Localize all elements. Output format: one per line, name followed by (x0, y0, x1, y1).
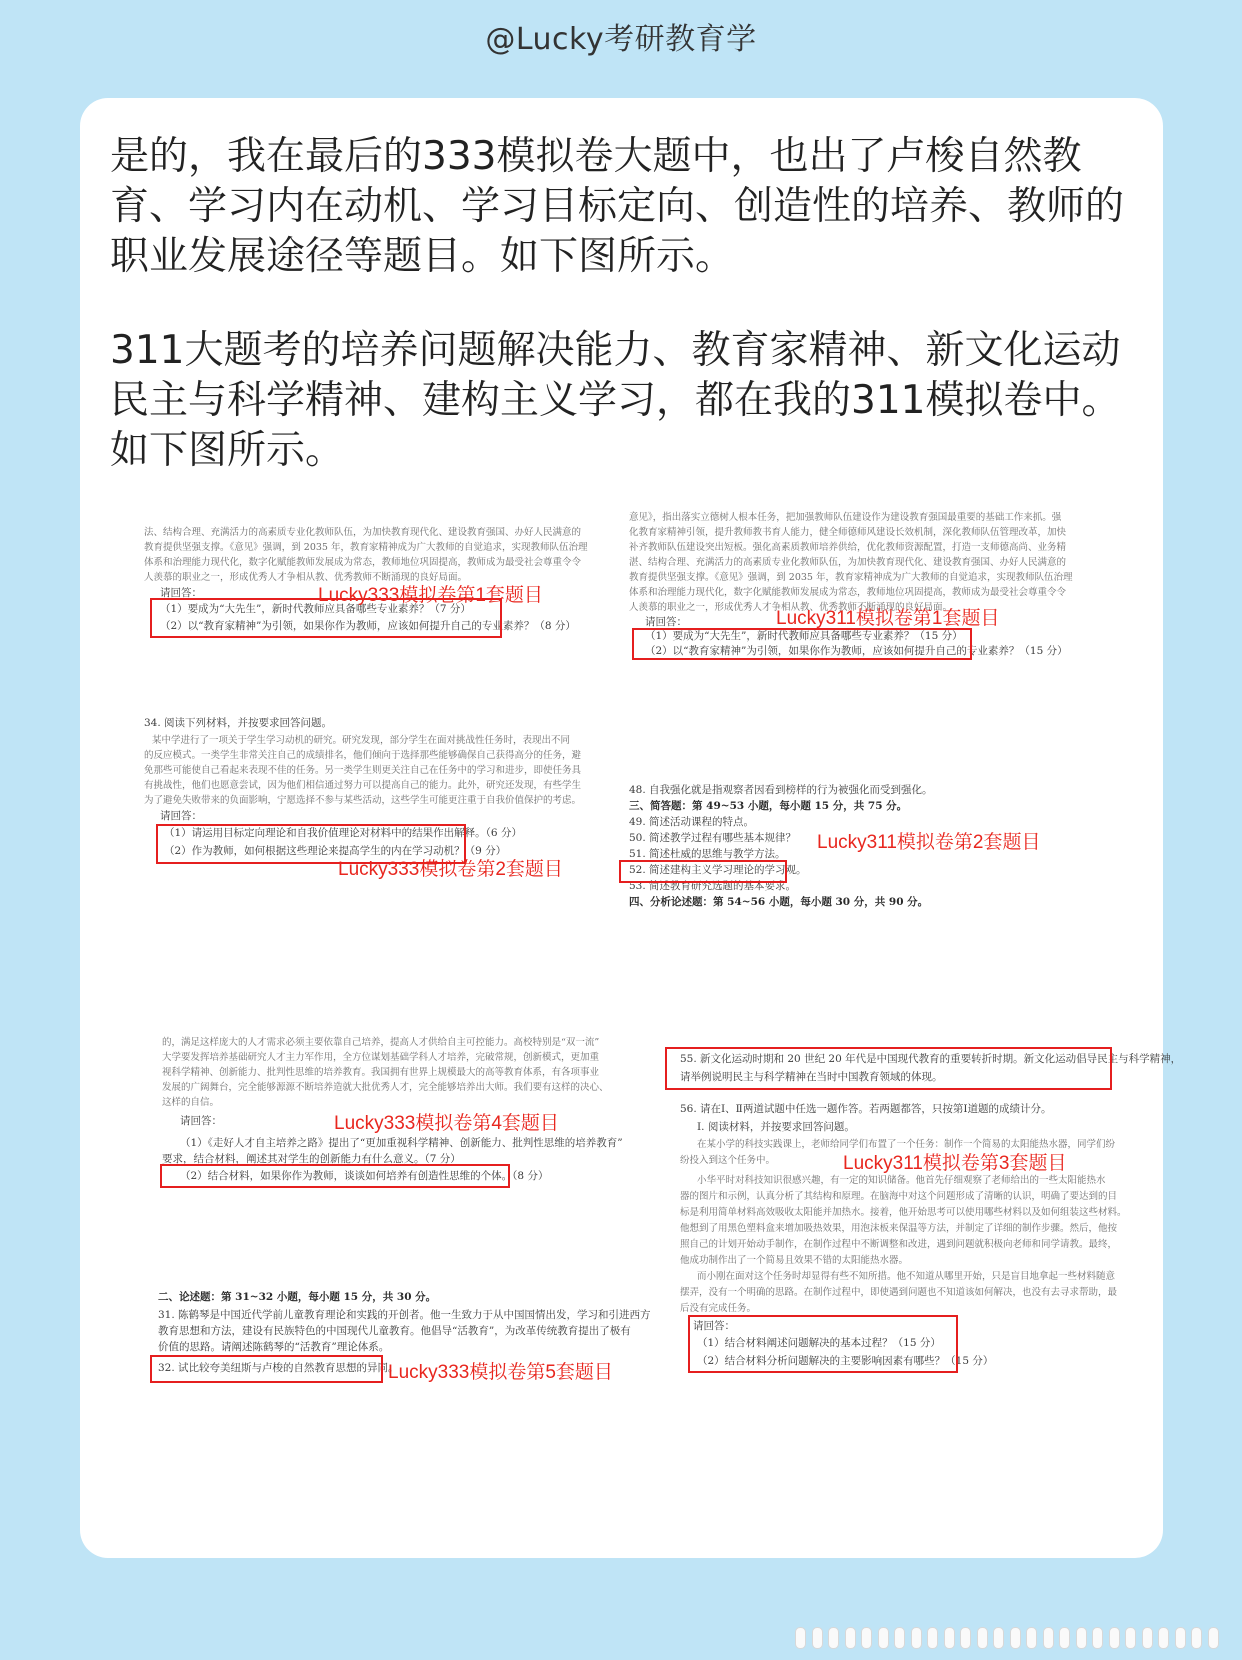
material-line: 人羡慕的职业之一，形成优秀人才争相从教、优秀教师不断涌现的良好局面。 (629, 602, 953, 613)
question-2: （2）结合材料分析问题解决的主要影响因素有哪些？（15 分） (697, 1355, 994, 1367)
strip-bar (1175, 1627, 1186, 1649)
material-line: 在某小学的科技实践课上，老师给同学们布置了一个任务：制作一个简易的太阳能热水器，同学们纷 (697, 1139, 1116, 1150)
material-line: 教育提供坚强支撑。《意见》强调，到 2035 年，教育家精神成为广大教师的自觉追求，实现教师队伍治理 (629, 572, 1073, 583)
strip-bar (1158, 1627, 1169, 1649)
material-line: 视科学精神、创新能力、批判性思维的培养教育。我国拥有世界上规模最大的高等教育体系，有各项事业 (162, 1067, 600, 1078)
material-line: 后没有完成任务。 (680, 1303, 757, 1314)
question-1: （1）要成为“大先生”，新时代教师应具备哪些专业素养？（7 分） (160, 603, 471, 615)
material-line: 有挑战性，他们也愿意尝试，因为他们相信通过努力可以提高自己的能力。此外，研究还发现，有些学生 (144, 780, 582, 791)
line-51: 51. 简述杜威的思维与教学方法。 (629, 848, 786, 860)
strip-bar (1191, 1627, 1202, 1649)
material-line: 照自己的计划开始动手制作，在制作过程中不断调整和改进，遇到问题就积极向老师和同学请教。最终， (680, 1239, 1118, 1250)
material-line: 发展的广阔舞台，完全能够源源不断培养造就大批优秀人才，完全能够培养出大师。我们要有这样的决心、 (162, 1082, 609, 1093)
section-2: 二、论述题：第 31~32 小题，每小题 15 分，共 30 分。 (158, 1291, 437, 1303)
material-line: 器的图片和示例，认真分析了其结构和原理。在脑海中对这个问题形成了清晰的认识，明确了要达到的目 (680, 1191, 1118, 1202)
line-53: 53. 简述教育研究选题的基本要求。 (629, 880, 797, 892)
highlight-box (665, 1047, 1112, 1090)
section-4: 四、分析论述题：第 54~56 小题，每小题 30 分，共 90 分。 (629, 896, 929, 908)
image-strip-edge (795, 1627, 1230, 1649)
material-line: 体系和治理能力现代化，数字化赋能教师发展成为常态，教师地位巩固提高，教师成为最受社会尊重令令 (629, 587, 1067, 598)
label-333-set4: Lucky333模拟卷第4套题目 (334, 1113, 559, 1134)
question-1: （1）要成为“大先生”，新时代教师应具备哪些专业素养？（15 分） (645, 630, 963, 642)
section-3: 三、简答题：第 49~53 小题，每小题 15 分，共 75 分。 (629, 800, 908, 812)
prompt: 请回答： (180, 1115, 222, 1127)
material-line: 纷投入到这个任务中。 (680, 1155, 776, 1166)
material-line: 摆弄，没有一个明确的思路。在制作过程中，即使遇到问题也不知道该如何解决，也没有去寻求帮助，最 (680, 1287, 1118, 1298)
label-311-set3: Lucky311模拟卷第3套题目 (843, 1153, 1067, 1174)
question-56: 56. 请在Ⅰ、Ⅱ两道试题中任选一题作答。若两题都答，只按第Ⅰ道题的成绩计分。 (680, 1103, 1052, 1115)
prompt: 请回答： (693, 1320, 735, 1332)
strip-bar (977, 1627, 988, 1649)
question-2: （2）作为教师，如何根据这些理论来提高学生的内在学习动机？（9 分） (164, 845, 507, 857)
line-52: 52. 简述建构主义学习理论的学习观。 (629, 864, 807, 876)
label-333-set5: Lucky333模拟卷第5套题目 (388, 1362, 613, 1383)
strip-bar (1043, 1627, 1054, 1649)
material-line: 免那些可能使自己看起来表现不佳的任务。另一类学生则更关注自己在任务中的学习和进步，即使任务具 (144, 765, 582, 776)
paragraph-311: 311大题考的培养问题解决能力、教育家精神、新文化运动民主与科学精神、建构主义学习，都在我的311模拟卷中。如下图所示。 (110, 328, 1121, 473)
label-311-set2: Lucky311模拟卷第2套题目 (817, 832, 1041, 853)
question-1a: （1）《走好人才自主培养之路》提出了“更加重视科学精神、创新能力、批判性思维的培养教育” (180, 1137, 623, 1149)
strip-bar (1142, 1627, 1153, 1649)
question-2: （2）结合材料，如果你作为教师，谈谈如何培养有创造性思维的个体。（8 分） (180, 1170, 549, 1182)
paragraph-333: 是的，我在最后的333模拟卷大题中，也出了卢梭自然教育、学习内在动机、学习目标定向、创造性的培养、教师的职业发展途径等题目。如下图所示。 (110, 134, 1125, 279)
material-line: 湛、结构合理、充满活力的高素质专业化教师队伍，为加快教育现代化、建设教育强国、办好人民满意的 (629, 557, 1067, 568)
material-line: 为了避免失败带来的负面影响，宁愿选择不参与某些活动，这些学生可能更注重于自我价值保护的考虑。 (144, 795, 582, 806)
material-line: 大学要发挥培养基础研究人才主力军作用，全方位谋划基础学科人才培养，完破常规，创新模式，更加重 (162, 1052, 600, 1063)
line-50: 50. 简述教学过程有哪些基本规律？ (629, 832, 797, 844)
label-333-set1: Lucky333模拟卷第1套题目 (318, 585, 543, 606)
question-1: （1）结合材料阐述问题解决的基本过程？（15 分） (697, 1337, 941, 1349)
highlight-box (150, 1355, 383, 1383)
watermark: @Lucky考研教育学 (485, 22, 757, 57)
material-line: 人羡慕的职业之一，形成优秀人才争相从教、优秀教师不断涌现的良好局面。 (144, 572, 468, 583)
highlight-box (160, 1164, 510, 1188)
strip-bar (878, 1627, 889, 1649)
strip-bar (812, 1627, 823, 1649)
question-31-line2: 教育思想和方法，建设有民族特色的中国现代儿童教育。他倡导“活教育”，为改革传统教育提出了极有 (158, 1325, 631, 1337)
subheading: Ⅰ. 阅读材料，并按要求回答问题。 (697, 1121, 855, 1133)
material-line: 某中学进行了一项关于学生学习动机的研究。研究发现，部分学生在面对挑战性任务时，表现出不同 (152, 735, 571, 746)
question-31-line3: 价值的思路。请阐述陈鹤琴的“活教育”理论体系。 (158, 1341, 390, 1353)
strip-bar (944, 1627, 955, 1649)
strip-bar (960, 1627, 971, 1649)
strip-bar (894, 1627, 905, 1649)
strip-bar (845, 1627, 856, 1649)
material-line: 法、结构合理、充满活力的高素质专业化教师队伍，为加快教育现代化、建设教育强国、办好人民满意的 (144, 527, 582, 538)
question-1b: 要求，结合材料，阐述其对学生的创新能力有什么意义。（7 分） (162, 1153, 461, 1165)
material-line: 他成功制作出了一个简易且效果不错的太阳能热水器。 (680, 1255, 909, 1266)
material-line: 化教育家精神引领，提升教师教书育人能力，健全师德师风建设长效机制，深化教师队伍管理改革，加快 (629, 527, 1067, 538)
strip-bar (993, 1627, 1004, 1649)
material-line: 标是利用简单材料高效吸收太阳能并加热水。接着，他开始思考可以使用哪些材料以及如何组装这些材料。 (680, 1207, 1127, 1218)
line-49: 49. 简述活动课程的特点。 (629, 816, 755, 828)
material-line: 而小刚在面对这个任务时却显得有些不知所措。他不知道从哪里开始，只是盲目地拿起一些材料随意 (697, 1271, 1116, 1282)
question-32: 32. 试比较夸美纽斯与卢梭的自然教育思想的异同。 (158, 1362, 399, 1374)
label-333-set2: Lucky333模拟卷第2套题目 (338, 859, 563, 880)
material-line: 意见》，指出落实立德树人根本任务，把加强教师队伍建设作为建设教育强国最重要的基础工作来抓。强 (629, 512, 1062, 523)
strip-bar (911, 1627, 922, 1649)
label-311-set1: Lucky311模拟卷第1套题目 (776, 608, 1000, 629)
strip-bar (1076, 1627, 1087, 1649)
prompt: 请回答： (160, 810, 202, 822)
material-line: 小华平时对科技知识很感兴趣，有一定的知识储备。他首先仔细观察了老师给出的一些太阳能热水 (697, 1175, 1106, 1186)
question-31-line1: 31. 陈鹤琴是中国近代学前儿童教育理论和实践的开创者。他一生致力于从中国国情出发，学习和引进西方 (158, 1309, 651, 1321)
strip-bar (1208, 1627, 1219, 1649)
material-line: 他想到了用黑色塑料盒来增加吸热效果，用泡沫板来保温等方法，并制定了详细的制作步骤。然后，他按 (680, 1223, 1118, 1234)
prompt: 请回答： (645, 616, 687, 628)
material-line: 教育提供坚强支撑。《意见》强调，到 2035 年，教育家精神成为广大教师的自觉追求，实现教师队伍治理 (144, 542, 588, 553)
question-heading: 34. 阅读下列材料，并按要求回答问题。 (144, 717, 333, 729)
material-line: 的，满足这样庞大的人才需求必须主要依靠自己培养，提高人才供给自主可控能力。高校特别是“双一流” (162, 1037, 600, 1048)
strip-bar (828, 1627, 839, 1649)
strip-bar (927, 1627, 938, 1649)
material-line: 补齐教师队伍建设突出短板。强化高素质教师培养供给，优化教师资源配置，打造一支师德高尚、业务精 (629, 542, 1067, 553)
strip-bar (1026, 1627, 1037, 1649)
strip-bar (1010, 1627, 1021, 1649)
highlight-box (619, 860, 787, 883)
question-2: （2）以“教育家精神”为引领，如果你作为教师，应该如何提升自己的专业素养？（8 分） (160, 620, 576, 632)
material-line: 体系和治理能力现代化，数字化赋能教师发展成为常态，教师地位巩固提高，教师成为最受社会尊重令令 (144, 557, 582, 568)
question-2: （2）以“教育家精神”为引领，如果你作为教师，应该如何提升自己的专业素养？（15 分） (645, 645, 1068, 657)
strip-bar (1109, 1627, 1120, 1649)
question-55b: 请举例说明民主与科学精神在当时中国教育领域的体现。 (680, 1071, 943, 1083)
prompt: 请回答： (160, 587, 202, 599)
material-line: 的反应模式。一类学生非常关注自己的成绩排名，他们倾向于选择那些能够确保自己获得高分的任务，避 (144, 750, 582, 761)
strip-bar (1092, 1627, 1103, 1649)
line-48: 48. 自我强化就是指观察者因看到榜样的行为被强化而受到强化。 (629, 784, 933, 796)
strip-bar (1125, 1627, 1136, 1649)
material-line: 这样的自信。 (162, 1097, 220, 1108)
post-text (110, 132, 1140, 520)
question-55a: 55. 新文化运动时期和 20 世纪 20 年代是中国现代教育的重要转折时期。新文化运动倡导民主与科学精神， (680, 1053, 1182, 1065)
strip-bar (795, 1627, 806, 1649)
strip-bar (1059, 1627, 1070, 1649)
highlight-box (632, 628, 972, 660)
highlight-box (688, 1315, 958, 1373)
question-1: （1）请运用目标定向理论和自我价值理论对材料中的结果作出解释。（6 分） (164, 827, 522, 839)
strip-bar (861, 1627, 872, 1649)
